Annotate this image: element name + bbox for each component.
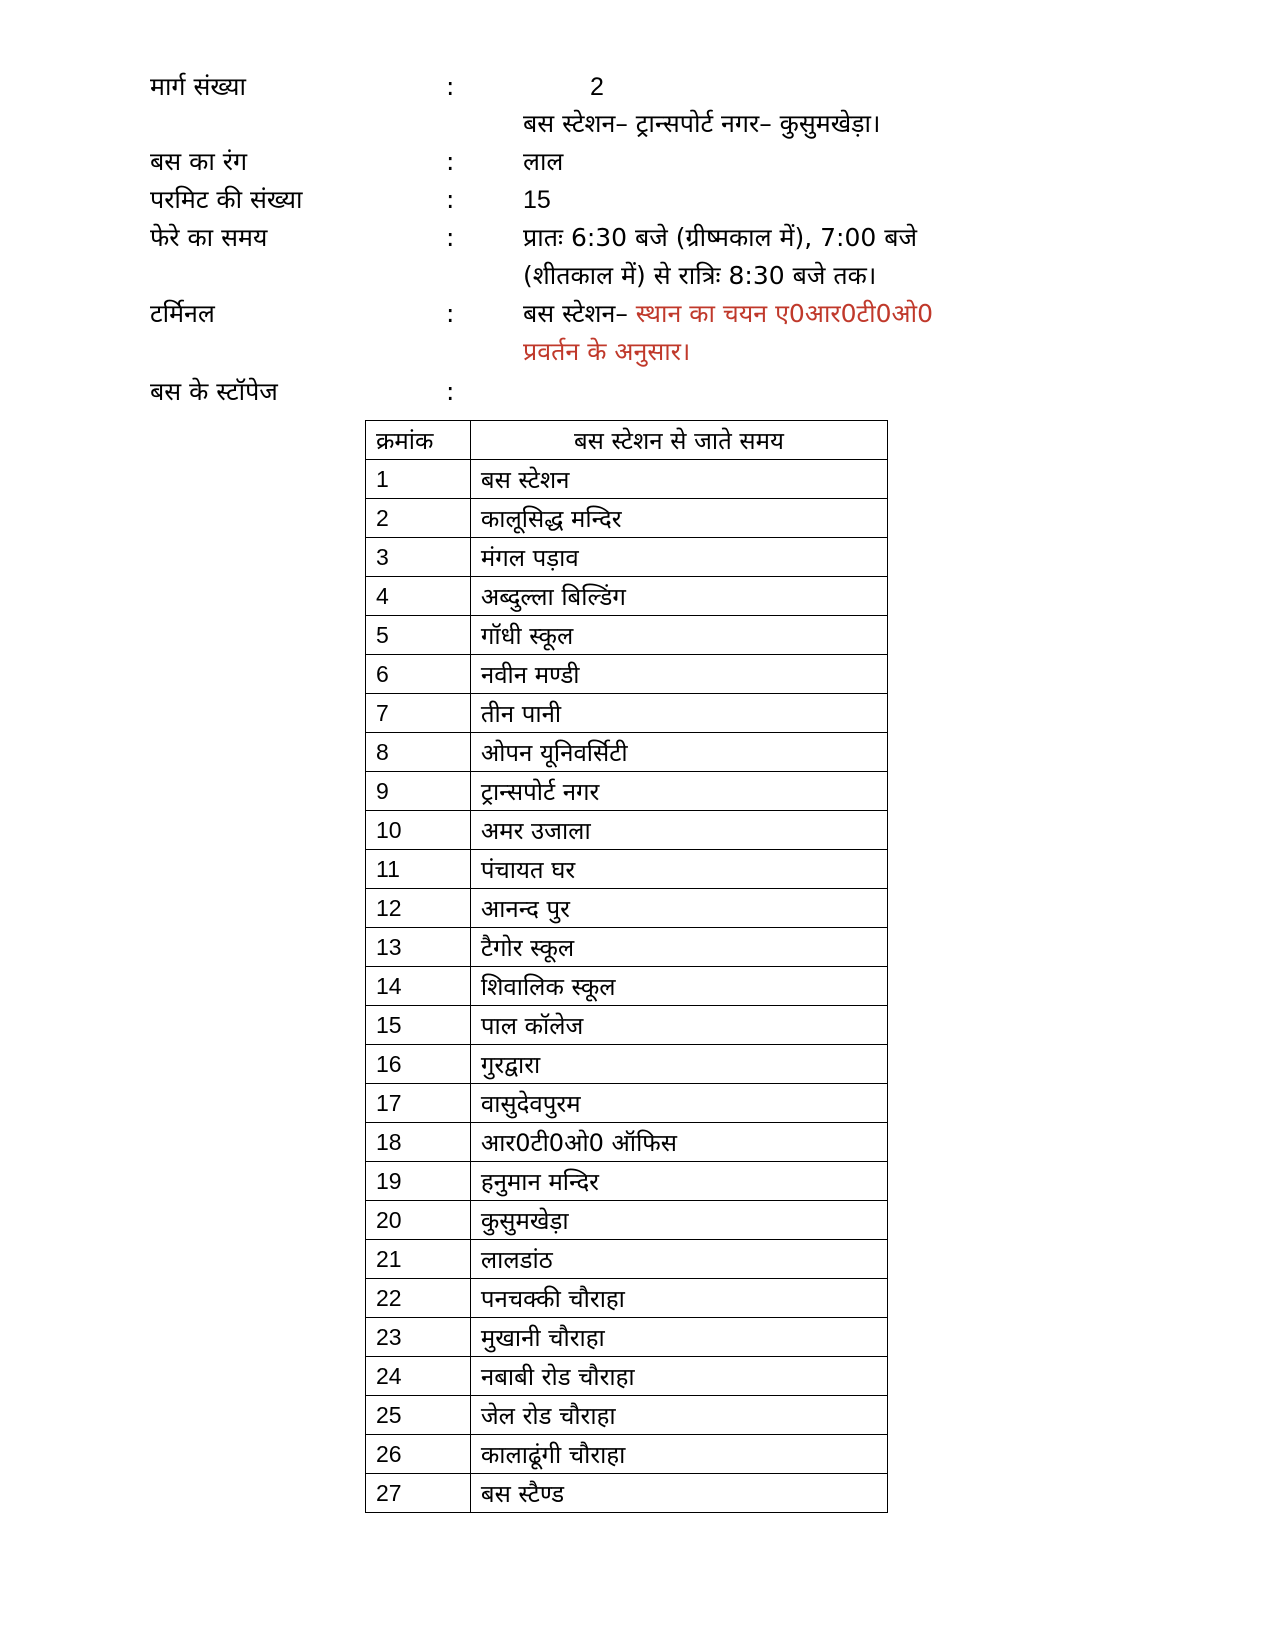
table-row — [366, 967, 888, 1006]
header-serial-number: क्रमांक — [366, 421, 471, 460]
stop-serial-number: 23 — [366, 1318, 471, 1357]
table-row — [366, 889, 888, 928]
stop-serial-number: 2 — [366, 499, 471, 538]
route-path: बस स्टेशन– ट्रान्सपोर्ट नगर– कुसुमखेड़ा। — [523, 109, 881, 138]
timing-label: फेरे का समय — [150, 223, 268, 252]
stop-serial-number: 21 — [366, 1240, 471, 1279]
stop-serial-number: 10 — [366, 811, 471, 850]
stop-name: पंचायत घर — [470, 850, 887, 889]
stop-name: हनुमान मन्दिर — [470, 1162, 887, 1201]
stops-colon: : — [446, 377, 455, 406]
table-row — [366, 811, 888, 850]
stop-serial-number: 16 — [366, 1045, 471, 1084]
stop-serial-number: 20 — [366, 1201, 471, 1240]
terminal-value — [523, 295, 933, 333]
stop-serial-number: 24 — [366, 1357, 471, 1396]
terminal-prefix: बस स्टेशन– — [523, 299, 628, 328]
table-row — [366, 616, 888, 655]
timing-colon: : — [446, 223, 455, 252]
table-row — [366, 1123, 888, 1162]
bus-color-value: लाल — [523, 147, 564, 176]
stop-serial-number: 9 — [366, 772, 471, 811]
terminal-note-line-2: प्रवर्तन के अनुसार। — [523, 337, 691, 366]
permits-colon: : — [446, 185, 455, 214]
stop-serial-number: 8 — [366, 733, 471, 772]
stop-serial-number: 27 — [366, 1474, 471, 1513]
stop-serial-number: 26 — [366, 1435, 471, 1474]
bus-stops-table — [365, 420, 888, 1513]
stop-serial-number: 4 — [366, 577, 471, 616]
stop-name: टैगोर स्कूल — [470, 928, 887, 967]
stop-name: अब्दुल्ला बिल्डिंग — [470, 577, 887, 616]
stop-name: शिवालिक स्कूल — [470, 967, 887, 1006]
table-row — [366, 460, 888, 499]
table-row — [366, 850, 888, 889]
stop-serial-number: 5 — [366, 616, 471, 655]
timing-line-1: प्रातः 6:30 बजे (ग्रीष्मकाल में), 7:00 बजे — [523, 223, 918, 252]
permits-value: 15 — [523, 186, 551, 214]
table-row — [366, 1201, 888, 1240]
stop-name: बस स्टैण्ड — [470, 1474, 887, 1513]
stop-serial-number: 7 — [366, 694, 471, 733]
table-row — [366, 1435, 888, 1474]
stop-serial-number: 6 — [366, 655, 471, 694]
stop-serial-number: 17 — [366, 1084, 471, 1123]
stop-serial-number: 14 — [366, 967, 471, 1006]
table-row — [366, 733, 888, 772]
stop-serial-number: 12 — [366, 889, 471, 928]
stop-name: गुरद्वारा — [470, 1045, 887, 1084]
stops-label: बस के स्टॉपेज — [150, 377, 278, 406]
table-row — [366, 1162, 888, 1201]
stop-name: गॉधी स्कूल — [470, 616, 887, 655]
terminal-colon: : — [446, 299, 455, 328]
stop-serial-number: 15 — [366, 1006, 471, 1045]
header-stop-name: बस स्टेशन से जाते समय — [470, 421, 887, 460]
stop-name: कालूसिद्ध मन्दिर — [470, 499, 887, 538]
table-row — [366, 1396, 888, 1435]
table-row — [366, 1318, 888, 1357]
stop-serial-number: 11 — [366, 850, 471, 889]
stop-serial-number: 19 — [366, 1162, 471, 1201]
stop-name: ट्रान्सपोर्ट नगर — [470, 772, 887, 811]
stop-serial-number: 22 — [366, 1279, 471, 1318]
table-row — [366, 1084, 888, 1123]
stop-name: तीन पानी — [470, 694, 887, 733]
stop-name: मुखानी चौराहा — [470, 1318, 887, 1357]
table-body — [366, 460, 888, 1513]
stop-name: पाल कॉलेज — [470, 1006, 887, 1045]
table-row — [366, 1357, 888, 1396]
route-number-colon: : — [446, 72, 455, 101]
stop-name: मंगल पड़ाव — [470, 538, 887, 577]
table-row — [366, 1045, 888, 1084]
stop-name: जेल रोड चौराहा — [470, 1396, 887, 1435]
bus-color-colon: : — [446, 147, 455, 176]
bus-color-label: बस का रंग — [150, 147, 248, 176]
table-row — [366, 772, 888, 811]
timing-line-2: (शीतकाल में) से रात्रिः 8:30 बजे तक। — [523, 261, 877, 290]
stop-name: वासुदेवपुरम — [470, 1084, 887, 1123]
stop-name: बस स्टेशन — [470, 460, 887, 499]
route-number-value: 2 — [590, 73, 604, 101]
stop-serial-number: 25 — [366, 1396, 471, 1435]
table-row — [366, 655, 888, 694]
table-row — [366, 1006, 888, 1045]
terminal-note-line-1: स्थान का चयन ए0आर0टी0ओ0 — [635, 299, 933, 328]
table-row — [366, 499, 888, 538]
stop-name: नबाबी रोड चौराहा — [470, 1357, 887, 1396]
stop-name: नवीन मण्डी — [470, 655, 887, 694]
stop-name: आर0टी0ओ0 ऑफिस — [470, 1123, 887, 1162]
stop-name: अमर उजाला — [470, 811, 887, 850]
table-row — [366, 928, 888, 967]
stop-name: आनन्द पुर — [470, 889, 887, 928]
table-header-row — [366, 421, 888, 460]
stop-serial-number: 1 — [366, 460, 471, 499]
table-row — [366, 577, 888, 616]
stop-serial-number: 3 — [366, 538, 471, 577]
stop-name: लालडांठ — [470, 1240, 887, 1279]
terminal-label: टर्मिनल — [150, 299, 215, 328]
stop-name: कालाढूंगी चौराहा — [470, 1435, 887, 1474]
table-row — [366, 538, 888, 577]
table-row — [366, 694, 888, 733]
stop-name: ओपन यूनिवर्सिटी — [470, 733, 887, 772]
table-row — [366, 1474, 888, 1513]
table-row — [366, 1279, 888, 1318]
route-number-label: मार्ग संख्या — [150, 72, 246, 101]
stop-name: कुसुमखेड़ा — [470, 1201, 887, 1240]
stop-name: पनचक्की चौराहा — [470, 1279, 887, 1318]
stop-serial-number: 18 — [366, 1123, 471, 1162]
table-row — [366, 1240, 888, 1279]
stop-serial-number: 13 — [366, 928, 471, 967]
permits-label: परमिट की संख्या — [150, 185, 303, 214]
